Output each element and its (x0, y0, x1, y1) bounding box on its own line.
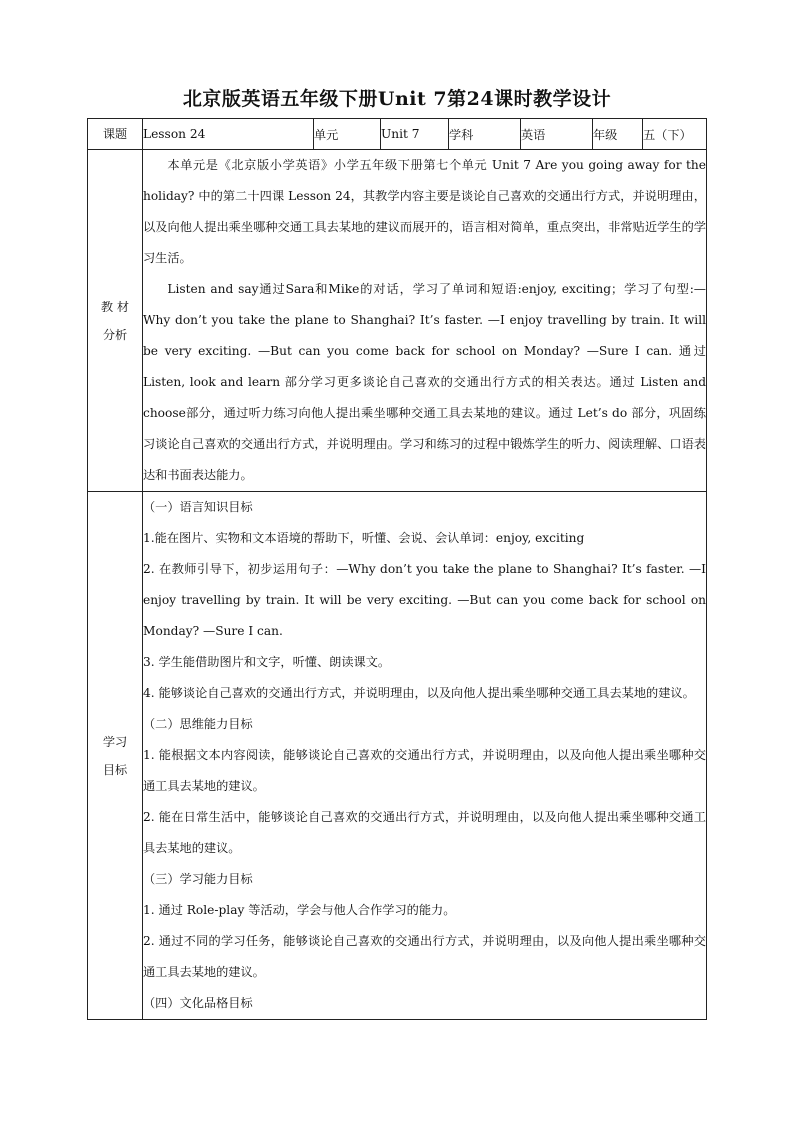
topic-label: 课题 (88, 119, 143, 150)
topic-value: Lesson 24 (143, 119, 314, 150)
analysis-content (143, 150, 707, 492)
unit-value: Unit 7 (381, 119, 449, 150)
objective-item: 4. 能够谈论自己喜欢的交通出行方式，并说明理由，以及向他人提出乘坐哪种交通工具去某地的建议。 (143, 686, 695, 700)
analysis-label-line1: 教 材 (100, 299, 130, 314)
analysis-paragraph: 本单元是《北京版小学英语》小学五年级下册第七个单元 Unit 7 Are you going away for the holiday? 中的第二十四课 Lesson 24，其教学内容主要是谈论自己喜欢的交通出行方式，并说明理由，以及向他人提出乘坐哪种交通工具去某地的建议而展开的，语言相对简单，重点突出，非常贴近学生的学习生活。 (143, 158, 706, 265)
lesson-plan-table (87, 118, 707, 1020)
objective-heading: （四）文化品格目标 (143, 996, 253, 1010)
objective-heading: （一）语言知识目标 (143, 500, 253, 514)
objectives-row (88, 492, 707, 1020)
objective-item: 1.能在图片、实物和文本语境的帮助下，听懂、会说、会认单词：enjoy, exciting (143, 531, 585, 545)
objectives-label (88, 492, 143, 1020)
objective-item: 2. 通过不同的学习任务，能够谈论自己喜欢的交通出行方式，并说明理由，以及向他人提出乘坐哪种交通工具去某地的建议。 (143, 934, 706, 979)
objectives-content (143, 492, 707, 1020)
analysis-label (88, 150, 143, 492)
objective-heading: （三）学习能力目标 (143, 872, 253, 886)
objective-item: 1. 通过 Role-play 等活动，学会与他人合作学习的能力。 (143, 903, 456, 917)
objectives-label-line2: 目标 (102, 762, 128, 777)
grade-value: 五（下） (643, 119, 707, 150)
subject-value: 英语 (521, 119, 593, 150)
objective-item: 2. 能在日常生活中，能够谈论自己喜欢的交通出行方式，并说明理由，以及向他人提出乘坐哪种交通工具去某地的建议。 (143, 810, 706, 855)
subject-label: 学科 (449, 119, 521, 150)
header-row (88, 119, 707, 150)
analysis-label-line2: 分析 (102, 327, 128, 342)
document-title: 北京版英语五年级下册Unit 7第24课时教学设计 (182, 88, 612, 110)
grade-label: 年级 (593, 119, 643, 150)
objectives-label-line1: 学习 (102, 734, 128, 749)
objective-item: 1. 能根据文本内容阅读，能够谈论自己喜欢的交通出行方式，并说明理由，以及向他人提出乘坐哪种交通工具去某地的建议。 (143, 748, 706, 793)
analysis-paragraph: Listen and say通过Sara和Mike的对话，学习了单词和短语:enjoy, exciting；学习了句型:—Why don’t you take the plane to Shanghai? It’s faster. —I enjoy travelling by train. It will be very exciting. —But can you come back for school on Monday? —Sure I can. 通过 Listen, look and learn 部分学习更多谈论自己喜欢的交通出行方式的相关表达。通过 Listen and choose部分，通过听力练习向他人提出乘坐哪种交通工具去某地的建议。通过 Let’s do 部分，巩固练习谈论自己喜欢的交通出行方式，并说明理由。学习和练习的过程中锻炼学生的听力、阅读理解、口语表达和书面表达能力。 (143, 282, 706, 482)
objective-item: 3. 学生能借助图片和文字，听懂、朗读课文。 (143, 655, 391, 669)
unit-label: 单元 (314, 119, 381, 150)
objective-heading: （二）思维能力目标 (143, 717, 253, 731)
objective-item: 2. 在教师引导下，初步运用句子：—Why don’t you take the plane to Shanghai? It’s faster. —I enjoy travelling by train. It will be very exciting. —But can you come back for school on Monday? —Sure I can. (143, 562, 706, 638)
analysis-row (88, 150, 707, 492)
